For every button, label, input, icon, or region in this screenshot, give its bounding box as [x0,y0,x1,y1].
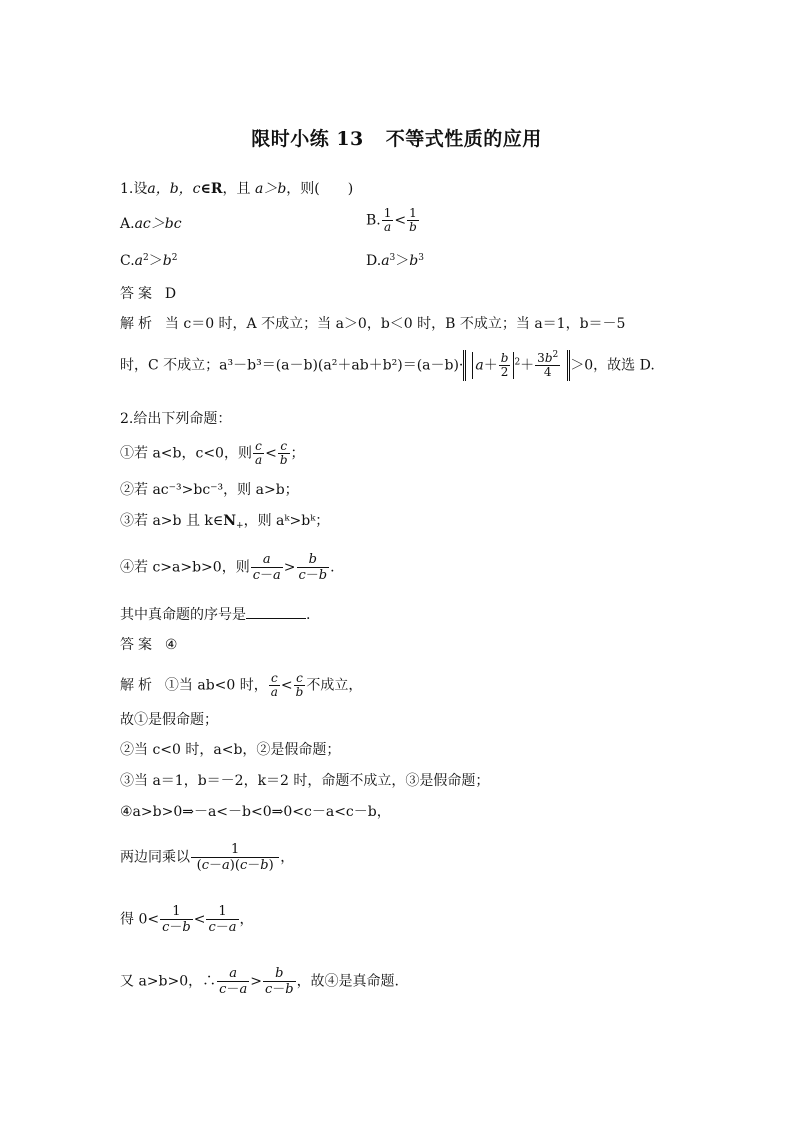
q2-answer: 答案 ④ [120,637,178,653]
q2-proposition-3: ③若 a>b 且 $k\in N_+$，则 aᵏ>bᵏ； [120,513,330,531]
q2-analysis-line1: 解析 ①当 ab<0 时， $\frac{c}{a}$ < $\frac{c}{b}$ 不成立， [120,671,363,699]
q2-analysis-line4: ③当 a＝1，b＝－2，k＝2 时，命题不成立，③是假命题； [120,773,490,789]
q2-stem: 2.给出下列命题： [120,411,232,427]
q1-option-c: $C.a^2>b^2$ [120,253,178,269]
page-title: 限时小练 13 不等式性质的应用 [251,128,542,150]
q1-answer: 答案 D [120,286,177,302]
q2-analysis-line7: 得 0< $\frac{1}{c-b}$ < $\frac{1}{c-a}$ ， [120,904,254,935]
q1-stem: 1.设a，b，c∈R，且 a＞b，则( ) [120,181,354,197]
q2-analysis-line8: 又 a>b>0，∴ $\frac{a}{c-a}$ > $\frac{b}{c-b}$ ，故④是真命题. [120,966,400,997]
q1-analysis-line2: 时，C 不成立；a³－b³＝(a－b)(a²＋ab＋b²)＝(a－b)· a＋ $\frac{b}{2}$ $^2$＋ $\frac{3b^2}{4}$ ＞0，故选 D. [120,350,655,379]
q2-proposition-4: ④若 c>a>b>0，则 $\frac{a}{c-a}$ > $\frac{b}{c-b}$ . [120,552,335,583]
q1-option-b: B. $\frac{1}{a}$ < $\frac{1}{b}$ [366,206,417,234]
q1-option-d: $D.a^3>b^3$ [366,253,424,269]
q2-analysis-line3: ②当 c<0 时，a<b，②是假命题； [120,742,341,758]
q2-analysis-line6: 两边同乘以 $\frac{1}{(c-a)(c-b)}$ ， [120,842,295,873]
q2-analysis-line2: 故①是假命题； [120,712,218,728]
answer-blank[interactable] [246,606,306,619]
q1-analysis-line1: 解析 当 c＝0 时，A 不成立；当 a＞0，b＜0 时，B 不成立；当 a＝1，b＝－5 [120,316,626,332]
q2-question: 其中真命题的序号是 . [120,607,311,623]
q2-proposition-2: ②若 ac⁻³>bc⁻³，则 a>b； [120,482,299,498]
q2-analysis-line5: ④a>b>0⇒－a<－b<0⇒0<c－a<c－b， [120,804,391,820]
q2-proposition-1: ①若 a<b，c<0，则 $\frac{c}{a}$ < $\frac{c}{b}$ ； [120,439,305,467]
q1-option-a: A.ac＞bc [120,216,182,232]
